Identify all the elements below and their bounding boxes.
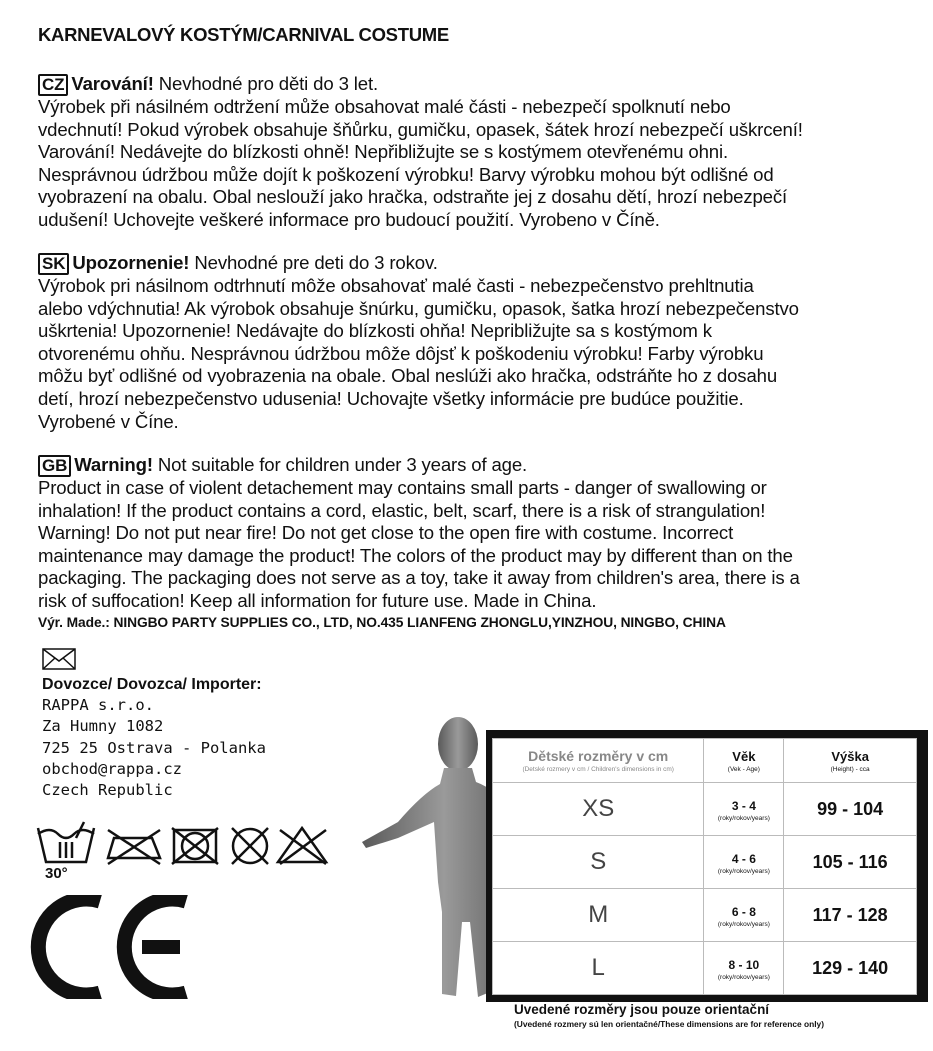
table-row [493,836,917,889]
importer-line: Za Humny 1082 [42,717,164,736]
cz-heading: Varování! [71,73,154,94]
header-dimensions: Dětské rozměry v cm [528,748,669,764]
sk-line: otvorenému ohňu. Nesprávnou údržbou môže dôjsť k poškodeniu výrobku! Farby výrobku [38,342,764,364]
size-note: Uvedené rozměry jsou pouze orientační [514,1002,770,1017]
age-unit: (roky/rokov/years) [717,920,770,928]
age-cell: 6 - 8 [731,904,756,919]
age-cell: 4 - 6 [731,851,756,866]
size-note-sub: (Uvedené rozmery sú len orientačné/These dimensions are for reference only) [514,1019,824,1029]
header-height-sub: (Height) - cca [830,766,870,773]
cz-line: udušení! Uchovejte veškeré informace pro budoucí použití. Vyrobeno v Číně. [38,208,660,230]
importer-block [42,674,266,801]
envelope-icon [42,648,76,670]
table-row [493,889,917,942]
height-cell: 129 - 140 [784,942,917,995]
section-sk [38,252,918,433]
age-cell: 8 - 10 [728,957,760,972]
age-unit: (roky/rokov/years) [717,867,770,875]
sk-line: Vyrobené v Číne. [38,410,179,432]
size-table-header [493,739,917,783]
no-dry-clean-icon [232,828,268,864]
no-iron-icon [108,830,160,864]
cz-badge: CZ [38,74,68,96]
size-cell: L [493,942,704,995]
age-cell: 3 - 4 [731,798,756,813]
gb-line: Product in case of violent detachement may contains small parts - danger of swallowing or [38,477,767,498]
gb-line: maintenance may damage the product! The colors of the product may by different than on the [38,544,793,566]
section-cz [38,73,918,232]
sk-line: alebo vdýchnutia! Ak výrobok obsahuje šnúrku, gumičku, opasok, šatka hrozí nebezpečenstvo [38,297,799,319]
importer-line: obchod@rappa.cz [42,759,182,778]
document-title: KARNEVALOVÝ KOSTÝM/CARNIVAL COSTUME [38,24,449,45]
cz-line: Výrobek při násilném odtržení může obsahovat malé části - nebezpečí spolknutí nebo [38,96,731,117]
gb-line: Warning! Do not put near fire! Do not get close to the open fire with costume. Incorrect [38,522,734,544]
sk-line: môžu byť odlišné od vyobrazenia na obale. Obal neslúži ako hračka, odstráňte ho z dosahu [38,365,778,387]
size-table-frame [486,730,928,1002]
wash-temperature: 30° [45,865,68,882]
no-tumble-dry-icon [172,828,218,864]
importer-line: RAPPA s.r.o. [42,696,154,715]
header-age: Věk [732,749,756,764]
size-cell: M [493,889,704,942]
cz-line: vyobrazení na obalu. Obal neslouží jako hračka, odstraňte jej z dosahu dětí, hrozí nebezpečí [38,186,788,208]
size-cell: XS [493,783,704,836]
header-dimensions-sub: (Detské rozmery v cm / Children's dimensions in cm) [522,766,674,773]
cz-lead: Nevhodné pro děti do 3 let. [153,73,378,94]
cz-line: vdechnutí! Pokud výrobek obsahuje šňůrku, gumičku, opasek, šátek hrozí nebezpečí uškrcení! [38,118,803,140]
size-cell: S [493,836,704,889]
care-symbols [36,820,336,868]
no-bleach-icon [278,828,326,864]
gb-lead: Not suitable for children under 3 years of age. [152,454,528,475]
table-row [493,783,917,836]
table-row [493,942,917,995]
height-cell: 117 - 128 [784,889,917,942]
age-unit: (roky/rokov/years) [717,973,770,981]
sk-badge: SK [38,253,69,275]
ce-mark-icon [30,895,200,999]
sk-line: detí, hrozí nebezpečenstvo udusenia! Uchovajte všetky informácie pre budúce použitie. [38,387,744,409]
section-gb [38,454,918,613]
gb-badge: GB [38,455,71,477]
importer-heading: Dovozce/ Dovozca/ Importer: [42,676,262,693]
gb-line: risk of suffocation! Keep all information for future use. Made in China. [38,589,597,611]
importer-line: Czech Republic [42,781,173,800]
manufacturer-line: Výr. Made.: NINGBO PARTY SUPPLIES CO., LTD, NO.435 LIANFENG ZHONGLU,YINZHOU, NINGBO, CHINA [38,615,726,630]
importer-line: 725 25 Ostrava - Polanka [42,738,266,757]
gb-line: inhalation! If the product contains a cord, elastic, belt, scarf, there is a risk of strangulation! [38,499,766,521]
header-height: Výška [831,749,869,764]
height-cell: 105 - 116 [784,836,917,889]
cz-line: Nesprávnou údržbou může dojít k poškození výrobku! Barvy výrobku mohou být odlišné od [38,163,774,185]
gb-heading: Warning! [74,454,153,475]
sk-heading: Upozornenie! [72,252,190,273]
cz-line: Varování! Nedávejte do blízkosti ohně! Nepřibližujte se s kostýmem otevřenému ohni. [38,141,728,163]
gb-line: packaging. The packaging does not serve as a toy, take it away from children's area, there is a [38,567,800,589]
size-table [492,738,917,995]
header-age-sub: (Vek - Age) [727,766,760,773]
sk-line: uškrtenia! Upozornenie! Nedávajte do blízkosti ohňa! Nepribližujte sa s kostýmom k [38,320,712,342]
height-cell: 99 - 104 [784,783,917,836]
sk-lead: Nevhodné pre deti do 3 rokov. [189,252,438,273]
wash-30-icon [38,822,94,862]
sk-line: Výrobok pri násilnom odtrhnutí môže obsahovať malé časti - nebezpečenstvo prehltnutia [38,275,754,296]
age-unit: (roky/rokov/years) [717,814,770,822]
